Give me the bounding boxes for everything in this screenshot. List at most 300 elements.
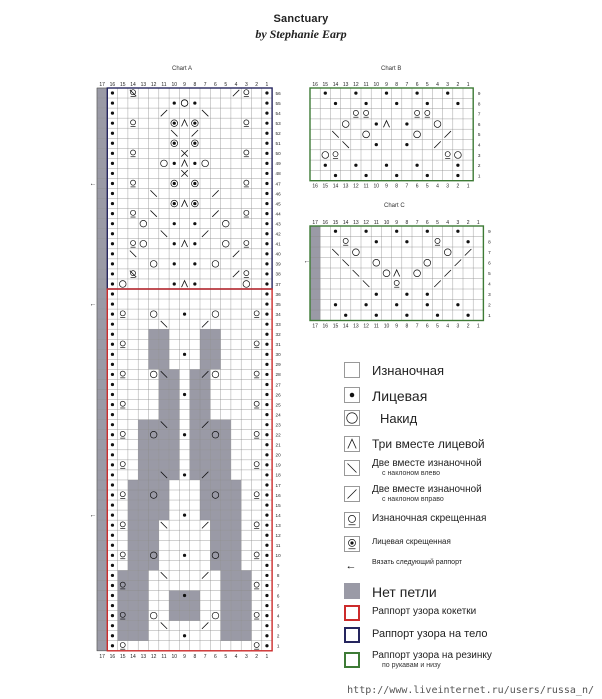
- knit-dot-icon: [265, 212, 268, 215]
- column-number: 12: [363, 323, 369, 330]
- knit-dot-icon: [265, 142, 268, 145]
- column-number: 10: [171, 82, 178, 88]
- column-number: 2: [255, 82, 259, 88]
- p2tog-right-icon: [202, 321, 208, 327]
- knit-dot-icon: [111, 162, 114, 165]
- no-stitch-cell: [169, 601, 179, 611]
- no-stitch-cell: [231, 550, 241, 560]
- no-stitch-cell: [190, 601, 200, 611]
- knit-dot-icon: [265, 624, 268, 627]
- twisted-purl-icon: [120, 492, 125, 497]
- no-stitch-cell: [221, 440, 231, 450]
- knit-dot-icon: [173, 142, 176, 145]
- knit-dot-icon: [111, 644, 114, 647]
- no-stitch-cell: [97, 580, 107, 590]
- column-number: 3: [446, 82, 450, 88]
- knit-dot-icon: [173, 162, 176, 165]
- no-stitch-cell: [97, 510, 107, 520]
- no-stitch-cell: [97, 369, 107, 379]
- p2tog-left-icon: [353, 270, 360, 277]
- column-number: 12: [150, 82, 157, 88]
- knit-dot-icon: [265, 433, 268, 436]
- knit-dot-icon: [426, 174, 429, 177]
- column-number: 16: [109, 653, 116, 660]
- no-stitch-cell: [221, 611, 231, 621]
- knit-dot-icon: [111, 132, 114, 135]
- no-stitch-cell: [200, 490, 210, 500]
- twisted-purl-icon: [120, 431, 125, 436]
- no-stitch-cell: [221, 530, 231, 540]
- knit-dot-icon: [265, 182, 268, 185]
- arrow-left-icon: [344, 558, 360, 574]
- arrow-left-icon: ←: [89, 301, 97, 309]
- knit-dot-icon: [375, 293, 378, 296]
- no-stitch-cell: [221, 420, 231, 430]
- row-number: 37: [275, 281, 281, 287]
- no-stitch-cell: [200, 450, 210, 460]
- column-number: 4: [446, 220, 450, 226]
- chart-grid: [304, 220, 491, 330]
- twisted-purl-icon: [445, 152, 450, 157]
- knit-dot-icon: [364, 303, 367, 306]
- column-number: 5: [425, 82, 429, 88]
- no-stitch-cell: [97, 611, 107, 621]
- no-stitch-cell: [149, 540, 159, 550]
- no-stitch-cell: [128, 591, 138, 601]
- column-number: 13: [140, 653, 147, 660]
- knit-dot-icon: [111, 503, 114, 506]
- knit-dot-icon: [385, 92, 388, 95]
- knit-dot-icon: [265, 122, 268, 125]
- yarn-over-icon: [150, 261, 157, 268]
- no-stitch-cell: [128, 520, 138, 530]
- column-number: 6: [425, 220, 429, 226]
- p2tog-right-icon: [465, 249, 472, 256]
- knit-dot-icon: [265, 644, 268, 647]
- p2tog-left-icon: [130, 251, 136, 257]
- knit-dot-icon: [111, 272, 114, 275]
- column-number: 9: [183, 82, 186, 88]
- body-repeat-icon: [344, 627, 360, 643]
- knit-dot-icon: [111, 242, 114, 245]
- knit-dot-icon: [111, 262, 114, 265]
- column-number: 1: [476, 323, 480, 330]
- no-stitch-cell: [118, 621, 128, 631]
- twisted-purl-icon: [435, 238, 440, 243]
- watermark: http://www.liveinternet.ru/users/russa_n/: [347, 685, 594, 696]
- knit-dot-icon: [111, 423, 114, 426]
- no-stitch-cell: [169, 440, 179, 450]
- k3tog-icon: [182, 160, 188, 167]
- knit-dot-icon: [350, 393, 354, 397]
- knit-dot-icon: [375, 314, 378, 317]
- column-number: 4: [234, 82, 238, 88]
- row-number: 47: [275, 181, 281, 187]
- no-stitch-cell: [118, 570, 128, 580]
- yarn-over-icon: [119, 281, 126, 288]
- knit-dot-icon: [111, 524, 114, 527]
- knit-dot-icon: [426, 230, 429, 233]
- no-stitch-cell: [159, 490, 169, 500]
- no-stitch-cell: [210, 339, 220, 349]
- no-stitch-cell: [210, 510, 220, 520]
- no-stitch-cell: [221, 540, 231, 550]
- p2tog-right-icon: [444, 270, 451, 277]
- yarn-over-icon: [455, 152, 462, 159]
- column-number: 14: [130, 82, 136, 88]
- p2tog-left-icon: [342, 141, 349, 148]
- knit-dot-icon: [111, 634, 114, 637]
- column-number: 17: [99, 653, 105, 660]
- no-stitch-cell: [97, 209, 107, 219]
- no-stitch-cell: [169, 400, 179, 410]
- no-stitch-cell: [190, 369, 200, 379]
- twisted-purl-icon: [425, 110, 430, 115]
- p2tog-right-icon: [202, 522, 208, 528]
- no-stitch-cell: [138, 580, 148, 590]
- no-stitch-cell: [118, 631, 128, 641]
- no-stitch-cell: [159, 510, 169, 520]
- p2tog-right-icon: [233, 271, 239, 277]
- twisted-purl-icon: [415, 110, 420, 115]
- arrow-left-icon: ←: [304, 257, 311, 265]
- no-stitch-cell: [97, 108, 107, 118]
- column-number: 9: [385, 82, 388, 88]
- column-number: 14: [342, 323, 349, 330]
- column-number: 7: [415, 220, 419, 226]
- no-stitch-cell: [210, 540, 220, 550]
- knit-dot-icon: [265, 91, 268, 94]
- no-stitch-cell: [200, 329, 210, 339]
- no-stitch-cell: [159, 450, 169, 460]
- knit-dot-icon: [405, 293, 408, 296]
- no-stitch-cell: [128, 540, 138, 550]
- knit-dot-icon: [405, 314, 408, 317]
- knit-dot-icon: [111, 574, 114, 577]
- no-stitch-cell: [200, 480, 210, 490]
- knit-dot-icon: [456, 164, 459, 167]
- column-number: 5: [224, 653, 228, 660]
- knit-dot-icon: [265, 202, 268, 205]
- row-number: 9: [276, 563, 280, 569]
- column-number: 13: [353, 220, 359, 226]
- yarn-over-icon: [322, 152, 329, 159]
- no-stitch-cell: [210, 440, 220, 450]
- twisted-purl-icon: [120, 642, 125, 647]
- no-stitch-cell: [169, 611, 179, 621]
- k3tog-icon: [182, 200, 188, 207]
- no-stitch-cell: [200, 379, 210, 389]
- no-stitch-cell: [149, 440, 159, 450]
- no-stitch-cell: [169, 450, 179, 460]
- knit-dot-icon: [265, 262, 268, 265]
- no-stitch-cell: [97, 400, 107, 410]
- twisted-purl-icon: [344, 512, 360, 528]
- yarn-over-icon: [181, 100, 188, 107]
- no-stitch-cell: [97, 189, 107, 199]
- row-number: 34: [275, 311, 281, 317]
- no-stitch-cell: [149, 349, 159, 359]
- knit-dot-icon: [265, 172, 268, 175]
- yarn-over-icon: [373, 259, 380, 266]
- no-stitch-cell: [97, 88, 107, 98]
- knit-dot-icon: [183, 554, 186, 557]
- column-number: 6: [214, 82, 217, 88]
- row-number: 21: [275, 442, 281, 448]
- no-stitch-cell: [97, 259, 107, 269]
- no-stitch-cell: [231, 591, 241, 601]
- twisted-purl-icon: [120, 401, 125, 406]
- no-stitch-cell: [231, 490, 241, 500]
- no-stitch-cell: [159, 460, 169, 470]
- no-stitch-cell: [118, 591, 128, 601]
- no-stitch-cell: [97, 229, 107, 239]
- knit-dot-icon: [265, 453, 268, 456]
- knit-dot-icon: [265, 302, 268, 305]
- knit-dot-icon: [111, 443, 114, 446]
- row-number: 20: [275, 452, 281, 458]
- row-number: 6: [488, 260, 491, 266]
- no-stitch-cell: [138, 440, 148, 450]
- no-stitch-cell: [97, 641, 107, 651]
- knit-dot-icon: [111, 292, 114, 295]
- legend-label: Две вместе изнаночной: [372, 484, 482, 495]
- knit-dot-icon: [265, 282, 268, 285]
- no-stitch-cell: [210, 359, 220, 369]
- no-stitch-cell: [97, 621, 107, 631]
- row-number: 9: [488, 229, 491, 235]
- row-number: 53: [275, 120, 281, 126]
- no-stitch-cell: [138, 560, 148, 570]
- knit-dot-icon: [111, 584, 114, 587]
- no-stitch-cell: [149, 470, 159, 480]
- no-stitch-cell: [190, 611, 200, 621]
- p2tog-right-icon: [212, 190, 218, 196]
- yarn-over-icon: [222, 220, 229, 227]
- row-number: 35: [275, 301, 281, 307]
- p2tog-left-icon: [161, 231, 167, 237]
- no-stitch-cell: [97, 219, 107, 229]
- knit-dot-icon: [334, 303, 337, 306]
- pattern-title: Sanctuary: [273, 13, 329, 25]
- no-stitch-cell: [169, 430, 179, 440]
- column-number: 7: [405, 82, 409, 88]
- no-stitch-cell: [221, 580, 231, 590]
- knit-dot-icon: [265, 222, 268, 225]
- no-stitch-cell: [241, 580, 251, 590]
- no-stitch-cell: [200, 390, 210, 400]
- twisted-purl-icon: [254, 582, 259, 587]
- no-stitch-cell: [97, 500, 107, 510]
- chart-grid: [90, 82, 282, 660]
- twisted-purl-icon: [254, 341, 259, 346]
- row-number: 18: [275, 472, 281, 478]
- no-stitch-cell: [149, 560, 159, 570]
- no-stitch-cell: [310, 268, 320, 279]
- no-stitch-cell: [221, 560, 231, 570]
- no-stitch-cell: [221, 621, 231, 631]
- no-stitch-cell: [210, 530, 220, 540]
- yarn-over-icon: [140, 240, 147, 247]
- row-number: 12: [275, 533, 281, 539]
- row-number: 5: [488, 271, 491, 277]
- no-stitch-cell: [169, 591, 179, 601]
- no-stitch-cell: [97, 279, 107, 289]
- knit-dot-icon: [183, 514, 186, 517]
- no-stitch-cell: [179, 611, 189, 621]
- knit-dot-icon: [111, 604, 114, 607]
- no-stitch-cell: [179, 601, 189, 611]
- yarn-over-icon: [212, 261, 219, 268]
- no-stitch-cell: [97, 309, 107, 319]
- arrow-left-icon: ←: [89, 512, 97, 520]
- p2tog-right-icon: [434, 280, 441, 287]
- knit-dot-icon: [111, 212, 114, 215]
- knit-dot-icon: [111, 554, 114, 557]
- no-stitch-cell: [97, 490, 107, 500]
- legend-sublabel: по рукавам и низу: [382, 662, 441, 669]
- twisted-purl-icon: [244, 240, 249, 245]
- column-number: 7: [203, 653, 207, 660]
- twisted-purl-icon: [254, 371, 259, 376]
- knit-dot-icon: [265, 363, 268, 366]
- column-number: 6: [415, 183, 419, 190]
- no-stitch-cell: [97, 560, 107, 570]
- knit-dot-icon: [193, 242, 196, 245]
- knit-dot-icon: [193, 101, 196, 104]
- no-stitch-cell: [128, 560, 138, 570]
- row-number: 2: [276, 633, 280, 639]
- p2tog-left-icon: [150, 190, 156, 196]
- yarn-over-icon: [161, 160, 168, 167]
- knit-dot-icon: [395, 230, 398, 233]
- no-stitch-cell: [97, 98, 107, 108]
- k3tog-icon: [383, 121, 389, 128]
- no-stitch-cell: [231, 580, 241, 590]
- yarn-over-icon: [363, 131, 370, 138]
- knit-dot-icon: [111, 343, 114, 346]
- p2tog-left-icon: [348, 464, 357, 473]
- yarn-over-icon: [222, 240, 229, 247]
- knit-dot-icon: [111, 91, 114, 94]
- column-number: 17: [99, 82, 105, 88]
- no-stitch-cell: [231, 540, 241, 550]
- twisted-purl-icon: [131, 271, 136, 276]
- column-number: 10: [383, 220, 390, 226]
- knit-dot-icon: [265, 192, 268, 195]
- no-stitch-cell: [138, 490, 148, 500]
- knit-dot-icon: [111, 544, 114, 547]
- column-number: 2: [456, 183, 460, 190]
- column-number: 9: [395, 220, 399, 226]
- knit-dot-icon: [111, 333, 114, 336]
- knit-dot-icon: [111, 353, 114, 356]
- column-number: 3: [244, 653, 248, 660]
- twisted-purl-icon: [254, 311, 259, 316]
- knit-dot-icon: [456, 230, 459, 233]
- knit-dot-icon: [265, 333, 268, 336]
- no-stitch-cell: [310, 258, 320, 269]
- column-number: 2: [456, 82, 460, 88]
- knit-dot-icon: [385, 164, 388, 167]
- no-stitch-cell: [159, 440, 169, 450]
- knit-dot-icon: [193, 282, 196, 285]
- knit-dot-icon: [265, 554, 268, 557]
- column-number: 2: [466, 323, 470, 330]
- legend-label: Две вместе изнаночной: [372, 458, 482, 469]
- no-stitch-cell: [221, 550, 231, 560]
- row-number: 5: [477, 132, 481, 138]
- row-number: 4: [276, 613, 280, 619]
- column-number: 2: [466, 220, 470, 226]
- no-stitch-cell: [159, 359, 169, 369]
- knit-dot-icon: [456, 303, 459, 306]
- knit-dot-icon: [111, 152, 114, 155]
- no-stitch-cell: [221, 430, 231, 440]
- knit-dot-icon: [111, 393, 114, 396]
- column-number: 13: [342, 183, 349, 190]
- no-stitch-cell: [241, 611, 251, 621]
- no-stitch-cell: [149, 530, 159, 540]
- knit-dot-icon: [111, 493, 114, 496]
- twisted-purl-icon: [244, 180, 249, 185]
- p2tog-left-icon: [171, 130, 177, 136]
- no-stitch-cell: [97, 480, 107, 490]
- no-stitch-cell: [97, 239, 107, 249]
- no-stitch-cell: [97, 410, 107, 420]
- row-number: 2: [488, 302, 491, 308]
- no-stitch-cell: [221, 570, 231, 580]
- p2tog-right-icon: [344, 486, 360, 502]
- knit-dot-icon: [364, 174, 367, 177]
- p2tog-left-icon: [161, 321, 167, 327]
- knit-dot-icon: [265, 383, 268, 386]
- no-stitch-cell: [190, 400, 200, 410]
- no-stitch-cell: [159, 400, 169, 410]
- row-number: 15: [275, 502, 281, 508]
- no-stitch-cell: [200, 359, 210, 369]
- column-number: 10: [373, 82, 380, 88]
- knit-dot-icon: [111, 252, 114, 255]
- no-stitch-cell: [221, 510, 231, 520]
- column-number: 11: [363, 82, 369, 88]
- arrow-glyph: ←: [345, 560, 357, 572]
- p2tog-right-icon: [233, 251, 239, 257]
- knit-dot-icon: [173, 262, 176, 265]
- row-number: 3: [477, 152, 481, 158]
- row-number: 23: [275, 422, 281, 428]
- twisted-purl-icon: [131, 240, 136, 245]
- no-stitch-cell: [149, 450, 159, 460]
- column-number: 4: [446, 323, 450, 330]
- row-number: 1: [477, 173, 481, 179]
- no-stitch-cell: [169, 379, 179, 389]
- column-number: 12: [150, 653, 157, 660]
- no-stitch-cell: [97, 470, 107, 480]
- knit-dot-icon: [426, 102, 429, 105]
- twisted-purl-icon: [364, 110, 369, 115]
- legend-sublabel: с наклоном вправо: [382, 496, 444, 503]
- column-number: 15: [322, 82, 329, 88]
- no-stitch-cell: [128, 510, 138, 520]
- no-stitch-cell: [97, 591, 107, 601]
- column-number: 3: [446, 183, 450, 190]
- knit-dot-icon: [324, 164, 327, 167]
- knit-dot-icon: [456, 102, 459, 105]
- no-stitch-cell: [200, 440, 210, 450]
- no-stitch-cell: [138, 550, 148, 560]
- knit-dot-icon: [265, 403, 268, 406]
